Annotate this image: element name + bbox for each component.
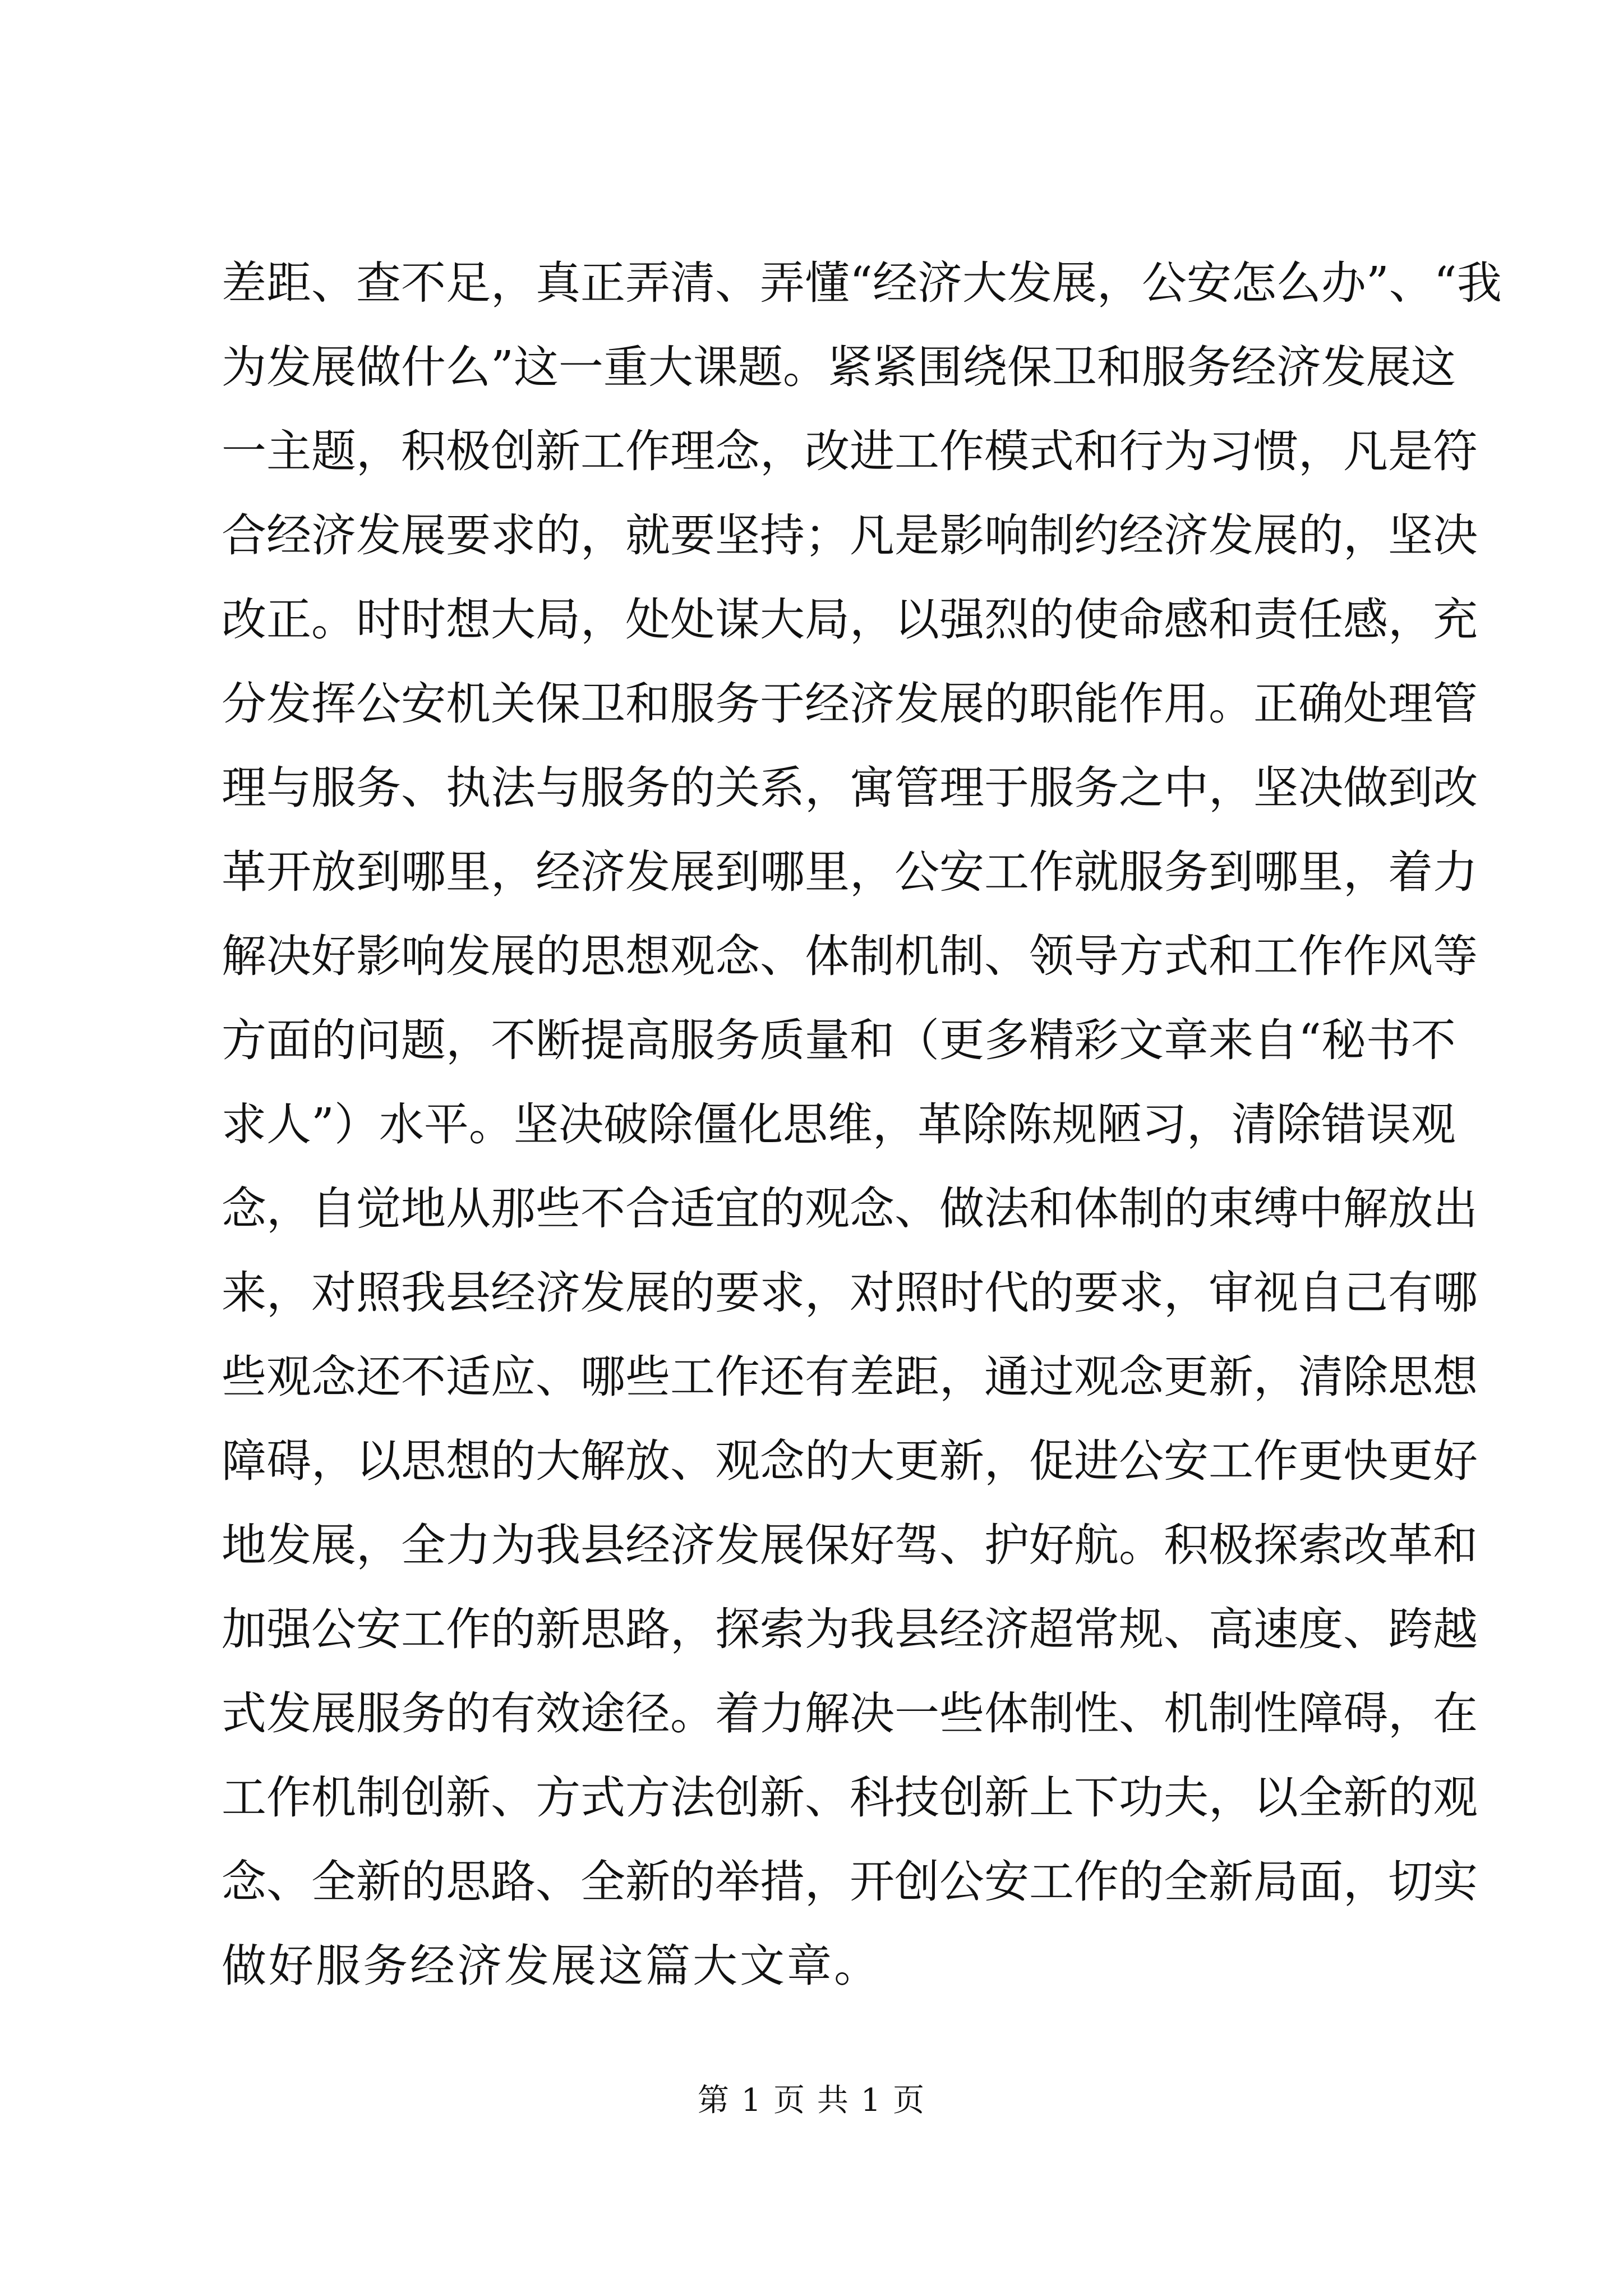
- text-line: 一主题，积极创新工作理念，改进工作模式和行为习惯，凡是符: [222, 425, 1478, 477]
- text-line: 方面的问题，不断提高服务质量和（更多精彩文章来自“秘书不: [222, 1014, 1456, 1066]
- text-line: 革开放到哪里，经济发展到哪里，公安工作就服务到哪里，着力: [222, 846, 1478, 898]
- text-line: 些观念还不适应、哪些工作还有差距，通过观念更新，清除思想: [222, 1351, 1478, 1403]
- text-line: 为发展做什么”这一重大课题。紧紧围绕保卫和服务经济发展这: [222, 341, 1456, 393]
- page-number-footer: 第 1 页 共 1 页: [697, 2082, 926, 2119]
- text-line: 地发展，全力为我县经济发展保好驾、护好航。积极探索改革和: [222, 1519, 1478, 1571]
- text-line: 式发展服务的有效途径。着力解决一些体制性、机制性障碍，在: [222, 1687, 1478, 1740]
- text-line: 加强公安工作的新思路，探索为我县经济超常规、高速度、跨越: [222, 1603, 1478, 1655]
- text-line: 分发挥公安机关保卫和服务于经济发展的职能作用。正确处理管: [222, 678, 1478, 730]
- text-line: 念、全新的思路、全新的举措，开创公安工作的全新局面，切实: [222, 1856, 1478, 1908]
- text-line: 改正。时时想大局，处处谋大局，以强烈的使命感和责任感，充: [222, 593, 1478, 646]
- text-line: 求人”）水平。坚决破除僵化思维，革除陈规陋习，清除错误观: [222, 1098, 1456, 1151]
- text-line: 做好服务经济发展这篇大文章。: [222, 1940, 881, 1992]
- text-line: 理与服务、执法与服务的关系，寓管理于服务之中，坚决做到改: [222, 762, 1478, 814]
- text-line: 差距、查不足，真正弄清、弄懂“经济大发展，公安怎么办”、“我: [222, 257, 1502, 309]
- text-line: 合经济发展要求的，就要坚持；凡是影响制约经济发展的，坚决: [222, 509, 1478, 562]
- text-line: 工作机制创新、方式方法创新、科技创新上下功夫，以全新的观: [222, 1772, 1478, 1824]
- text-line: 障碍，以思想的大解放、观念的大更新，促进公安工作更快更好: [222, 1435, 1478, 1487]
- text-line: 念，自觉地从那些不合适宜的观念、做法和体制的束缚中解放出: [222, 1182, 1478, 1235]
- text-line: 来，对照我县经济发展的要求，对照时代的要求，审视自己有哪: [222, 1267, 1478, 1319]
- text-line: 解决好影响发展的思想观念、体制机制、领导方式和工作作风等: [222, 930, 1478, 982]
